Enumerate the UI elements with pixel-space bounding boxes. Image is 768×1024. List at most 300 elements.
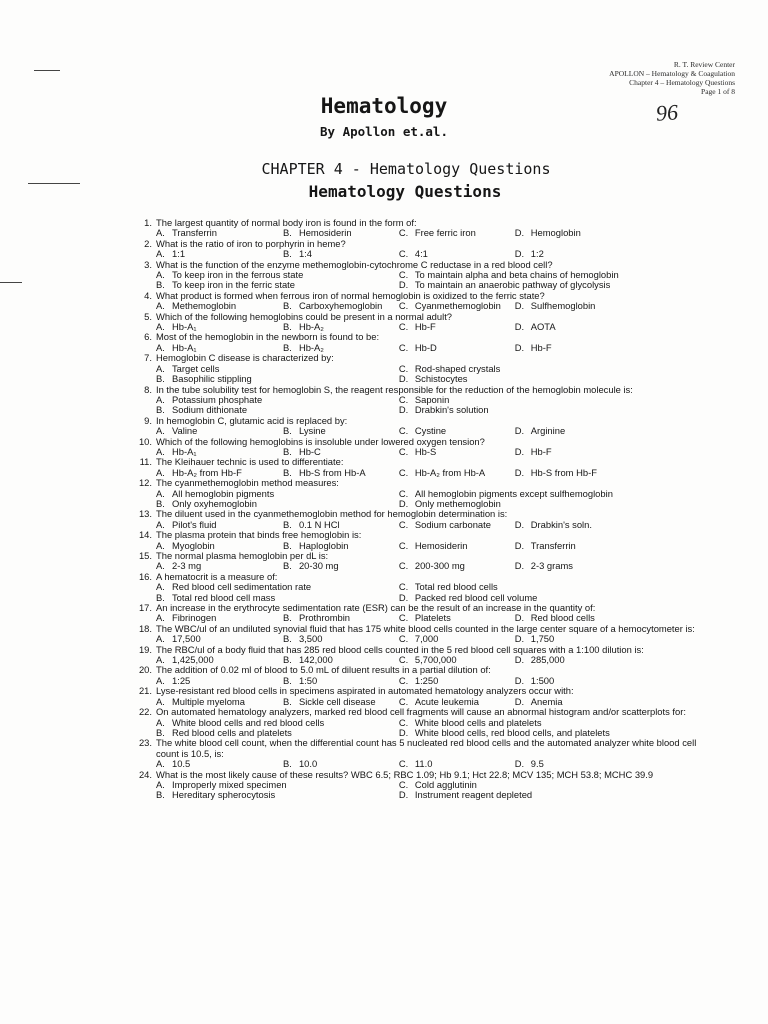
option-text: White blood cells and red blood cells <box>172 717 325 728</box>
answer-option <box>399 270 708 280</box>
option-text: Valine <box>172 426 198 437</box>
question-text: In hemoglobin C, glutamic acid is replaced by: <box>156 414 348 426</box>
option-letter: C. <box>398 759 409 770</box>
option-text: 11.0 <box>414 759 433 770</box>
option-letter: B. <box>156 592 165 603</box>
option-text: 1:2 <box>530 249 544 260</box>
question-item <box>128 437 708 458</box>
answer-options <box>128 270 708 291</box>
option-letter: A. <box>156 301 165 312</box>
answer-options <box>128 489 708 510</box>
option-letter: A. <box>156 322 165 333</box>
option-text: Hb-D <box>414 342 437 353</box>
option-text: Total red blood cell mass <box>172 592 276 603</box>
question-item <box>128 218 708 239</box>
question-stem <box>128 738 708 759</box>
option-letter: D. <box>398 727 409 738</box>
option-text: 2-3 mg <box>172 561 202 572</box>
question-item <box>128 332 708 353</box>
question-stem <box>128 478 708 488</box>
question-stem <box>128 645 708 655</box>
answer-option <box>515 541 708 551</box>
section-heading: Hematology Questions <box>308 182 502 201</box>
option-letter: A. <box>156 779 165 790</box>
document-byline: By Apollon et.al. <box>320 124 448 139</box>
question-number: 4. <box>144 289 152 301</box>
question-number: 6. <box>144 331 152 343</box>
option-text: Cold agglutinin <box>414 779 477 790</box>
answer-option <box>515 343 708 353</box>
option-letter: B. <box>156 405 165 416</box>
question-stem <box>128 218 708 228</box>
option-letter: C. <box>398 301 409 312</box>
answer-options <box>128 582 708 603</box>
option-text: Hereditary spherocytosis <box>172 790 276 801</box>
question-stem <box>128 332 708 342</box>
answer-option <box>156 395 399 405</box>
answer-option <box>399 364 708 374</box>
option-text: Arginine <box>530 426 566 437</box>
option-letter: B. <box>282 342 292 353</box>
option-text: AOTA <box>530 322 556 333</box>
answer-option <box>515 322 708 332</box>
question-number: 21. <box>138 685 152 697</box>
option-text: Sickle cell disease <box>298 696 376 707</box>
question-stem <box>128 437 708 447</box>
answer-option <box>399 780 708 790</box>
option-text: 1,425,000 <box>172 655 214 666</box>
option-letter: A. <box>156 540 165 551</box>
option-text: Hb-S from Hb-A <box>298 467 366 478</box>
option-text: Anemia <box>530 696 563 707</box>
answer-option <box>399 790 708 800</box>
question-stem <box>128 603 708 613</box>
answer-options <box>128 780 708 801</box>
option-letter: C. <box>398 446 409 457</box>
option-letter: B. <box>156 280 165 291</box>
question-number: 20. <box>138 664 152 676</box>
question-item <box>128 416 708 437</box>
question-stem <box>128 530 708 540</box>
question-stem <box>128 572 708 582</box>
option-letter: C. <box>398 634 409 645</box>
margin-mark <box>0 282 22 283</box>
option-text: Hb-F <box>530 342 552 353</box>
option-text: 7,000 <box>414 634 439 645</box>
answer-option <box>156 270 399 280</box>
option-text: White blood cells, red blood cells, and platelets <box>414 727 610 738</box>
question-item <box>128 665 708 686</box>
option-text: 17,500 <box>172 634 201 645</box>
option-letter: B. <box>156 498 165 509</box>
option-letter: A. <box>156 613 165 624</box>
option-text: Hb-A₁ <box>172 342 197 353</box>
answer-options <box>128 364 708 385</box>
option-text: Hemosiderin <box>414 540 468 551</box>
option-letter: A. <box>156 759 165 770</box>
question-text: What is the ratio of iron to porphyrin in heme? <box>156 237 346 249</box>
question-text: The plasma protein that binds free hemoglobin is: <box>156 529 362 541</box>
option-text: Hb-F <box>414 322 436 333</box>
option-letter: C. <box>398 363 409 374</box>
option-letter: A. <box>156 394 165 405</box>
option-text: 10.5 <box>172 759 191 770</box>
option-letter: C. <box>398 613 409 624</box>
option-text: All hemoglobin pigments <box>172 488 275 499</box>
option-text: White blood cells and platelets <box>414 717 542 728</box>
option-text: Lysine <box>298 426 326 437</box>
option-text: Platelets <box>414 613 451 624</box>
option-text: 1:500 <box>530 675 555 686</box>
question-item <box>128 551 708 572</box>
option-letter: A. <box>156 696 165 707</box>
option-letter: D. <box>514 634 525 645</box>
option-text: To maintain alpha and beta chains of hemoglobin <box>414 270 619 281</box>
question-number: 23. <box>138 737 152 749</box>
option-text: 20-30 mg <box>298 561 339 572</box>
question-text: On automated hematology analyzers, marked red blood cell fragments will cause an abnormal histogram and/or scatterplots for: <box>156 706 686 718</box>
question-item <box>128 478 708 509</box>
option-letter: B. <box>282 467 292 478</box>
question-stem <box>128 416 708 426</box>
option-letter: A. <box>156 655 165 666</box>
question-item <box>128 645 708 666</box>
option-text: 4:1 <box>414 249 428 260</box>
option-text: Hb-C <box>298 446 321 457</box>
option-text: Prothrombin <box>298 613 351 624</box>
question-text: Which of the following hemoglobins could be present in a normal adult? <box>156 310 453 322</box>
option-letter: C. <box>398 696 409 707</box>
option-letter: D. <box>514 301 525 312</box>
option-text: 142,000 <box>298 655 333 666</box>
question-item <box>128 239 708 260</box>
option-letter: D. <box>514 467 525 478</box>
question-text: The largest quantity of normal body iron is found in the form of: <box>156 217 417 228</box>
option-text: 10.0 <box>298 759 318 770</box>
option-letter: A. <box>156 270 165 281</box>
question-number: 11. <box>139 456 152 468</box>
answer-option <box>399 374 708 384</box>
question-item <box>128 353 708 384</box>
option-text: Cystine <box>414 426 447 437</box>
question-text: The normal plasma hemoglobin per dL is: <box>156 550 329 561</box>
option-letter: A. <box>156 519 165 530</box>
option-text: Multiple myeloma <box>172 696 245 707</box>
option-letter: D. <box>398 405 409 416</box>
answer-option <box>515 426 708 436</box>
option-letter: B. <box>282 249 292 260</box>
question-item <box>128 385 708 416</box>
question-text: What product is formed when ferrous iron of normal hemoglobin is oxidized to the ferric state? <box>156 289 545 301</box>
option-text: Hb-A₁ <box>172 446 197 457</box>
option-text: Myoglobin <box>172 540 215 551</box>
option-text: Only oxyhemoglobin <box>172 498 257 509</box>
option-text: Red blood cells <box>530 613 595 624</box>
question-number: 19. <box>138 643 152 655</box>
margin-mark <box>34 70 60 71</box>
option-letter: C. <box>398 249 409 260</box>
option-letter: D. <box>398 498 409 509</box>
header-line: APOLLON – Hematology & Coagulation <box>609 69 735 78</box>
question-stem <box>128 353 708 363</box>
question-number: 2. <box>144 237 152 249</box>
option-letter: C. <box>398 582 409 593</box>
option-letter: C. <box>398 488 409 499</box>
option-text: Transferrin <box>530 540 576 551</box>
option-letter: A. <box>156 717 165 728</box>
option-letter: A. <box>156 467 165 478</box>
option-text: Hb-A₂ <box>298 322 324 333</box>
option-text: 9.5 <box>530 759 544 770</box>
question-text: In the tube solubility test for hemoglobin S, the reagent responsible for the reduction of the hemoglobin molecule is: <box>156 383 633 395</box>
option-letter: D. <box>398 374 409 385</box>
answer-option <box>399 489 708 499</box>
option-letter: C. <box>398 228 409 239</box>
option-text: 1:250 <box>414 675 439 686</box>
question-stem <box>128 624 708 634</box>
option-text: 5,700,000 <box>414 655 457 666</box>
option-text: Potassium phosphate <box>172 394 263 405</box>
option-text: Free ferric iron <box>414 228 476 239</box>
question-text: What is the most likely cause of these results? WBC 6.5; RBC 1.09; Hb 9.1; Hct 22.8; MCV 135; MCH 53.8; MCHC 39.9 <box>156 768 654 780</box>
option-letter: B. <box>282 322 292 333</box>
answer-option <box>399 447 515 457</box>
question-number: 10. <box>138 435 152 447</box>
option-letter: D. <box>514 446 525 457</box>
answer-option <box>515 447 708 457</box>
header-line: Page 1 of 8 <box>701 87 735 96</box>
header-line: Chapter 4 – Hematology Questions <box>629 78 735 87</box>
option-letter: A. <box>156 582 165 593</box>
option-letter: D. <box>514 249 525 260</box>
question-text: The addition of 0.02 ml of blood to 5.0 mL of diluent results in a partial dilution of: <box>156 664 491 676</box>
option-text: Methemoglobin <box>172 301 237 312</box>
option-letter: A. <box>156 426 165 437</box>
answer-option <box>399 343 515 353</box>
option-letter: B. <box>282 634 292 645</box>
question-text: The RBC/ul of a body fluid that has 285 red blood cells counted in the 5 red blood cell squares with a 1:100 dilution is: <box>156 643 644 655</box>
answer-option <box>399 520 515 530</box>
option-text: Basophilic stippling <box>172 374 252 385</box>
header-line: R. T. Review Center <box>673 60 735 69</box>
option-letter: D. <box>514 675 525 686</box>
option-letter: C. <box>398 342 409 353</box>
question-stem <box>128 385 708 395</box>
option-text: All hemoglobin pigments except sulfhemoglobin <box>414 488 613 499</box>
option-letter: A. <box>156 342 165 353</box>
question-item <box>128 572 708 603</box>
question-item <box>128 457 708 478</box>
option-text: Hb-S <box>414 446 437 457</box>
answer-option <box>283 426 399 436</box>
option-letter: D. <box>398 280 409 291</box>
option-letter: B. <box>282 228 292 239</box>
answer-options <box>128 759 708 769</box>
answer-option <box>515 759 708 769</box>
answer-option <box>156 364 399 374</box>
answer-option <box>399 228 515 238</box>
question-list <box>128 218 708 801</box>
option-text: 2-3 grams <box>530 561 573 572</box>
question-text: An increase in the erythrocyte sedimentation rate (ESR) can be the result of an increase in the quantity of: <box>156 602 596 614</box>
option-letter: D. <box>514 759 525 770</box>
option-text: 1:1 <box>172 249 186 260</box>
option-text: Sodium dithionate <box>172 405 248 416</box>
answer-option <box>156 582 399 592</box>
answer-option <box>399 322 515 332</box>
option-text: 285,000 <box>530 655 565 666</box>
option-letter: D. <box>514 426 525 437</box>
option-letter: C. <box>398 394 409 405</box>
option-letter: A. <box>156 488 165 499</box>
question-text: The WBC/ul of an undiluted synovial fluid that has 175 white blood cells counted in the large center square of a hemocytometer is: <box>156 622 695 634</box>
option-text: Improperly mixed specimen <box>172 779 287 790</box>
option-letter: B. <box>156 727 165 738</box>
answer-option <box>156 426 283 436</box>
chapter-heading: CHAPTER 4 - Hematology Questions <box>261 160 551 178</box>
option-letter: C. <box>398 655 409 666</box>
question-item <box>128 312 708 333</box>
question-text: The diluent used in the cyanmethemoglobin method for hemoglobin determination is: <box>156 508 508 520</box>
question-text: Hemoglobin C disease is characterized by: <box>156 352 334 364</box>
answer-option <box>515 301 708 311</box>
question-item <box>128 509 708 530</box>
question-number: 1. <box>144 217 152 228</box>
question-text: Which of the following hemoglobins is insoluble under lowered oxygen tension? <box>156 435 485 447</box>
question-stem <box>128 551 708 561</box>
answer-option <box>399 541 515 551</box>
option-letter: B. <box>282 446 292 457</box>
answer-option <box>399 718 708 728</box>
question-number: 7. <box>144 352 152 364</box>
question-number: 14. <box>138 529 152 541</box>
option-text: Hb-A₂ from Hb-A <box>414 467 486 478</box>
question-stem <box>128 457 708 467</box>
option-text: Target cells <box>172 363 220 374</box>
question-item <box>128 770 708 801</box>
option-letter: B. <box>282 301 292 312</box>
option-letter: A. <box>156 363 165 374</box>
option-letter: A. <box>156 228 165 239</box>
option-letter: D. <box>514 228 525 239</box>
answer-option <box>399 395 708 405</box>
answer-options <box>128 718 708 739</box>
option-letter: A. <box>156 634 165 645</box>
option-text: Hb-A₂ from Hb-F <box>172 467 242 478</box>
question-stem <box>128 665 708 675</box>
option-text: 3,500 <box>298 634 323 645</box>
option-letter: D. <box>514 342 525 353</box>
option-text: Drabkin's solution <box>414 405 489 416</box>
answer-option <box>156 374 399 384</box>
option-text: To keep iron in the ferrous state <box>172 270 304 281</box>
option-letter: D. <box>514 613 525 624</box>
option-letter: C. <box>398 426 409 437</box>
answer-option <box>156 759 283 769</box>
option-text: 1:4 <box>298 249 312 260</box>
option-text: Total red blood cells <box>414 582 498 593</box>
question-stem <box>128 686 708 696</box>
option-text: Transferrin <box>172 228 217 239</box>
answer-option <box>283 759 399 769</box>
answer-options <box>128 395 708 416</box>
question-number: 17. <box>138 602 152 614</box>
option-letter: C. <box>398 467 409 478</box>
question-number: 24. <box>138 768 152 780</box>
answer-option <box>515 520 708 530</box>
option-letter: B. <box>156 374 165 385</box>
question-number: 15. <box>138 550 152 561</box>
option-text: Sodium carbonate <box>414 519 491 530</box>
option-text: Acute leukemia <box>414 696 479 707</box>
question-item <box>128 603 708 624</box>
option-text: To maintain an anaerobic pathway of glycolysis <box>414 280 611 291</box>
question-text: The cyanmethemoglobin method measures: <box>156 477 339 489</box>
option-text: Hb-A₂ <box>298 342 324 353</box>
option-letter: C. <box>398 717 409 728</box>
question-text: A hematocrit is a measure of: <box>156 570 278 582</box>
option-letter: C. <box>398 270 409 281</box>
option-text: Saponin <box>414 394 450 405</box>
option-letter: D. <box>514 696 525 707</box>
answer-option <box>156 718 399 728</box>
option-letter: C. <box>398 675 409 686</box>
option-letter: A. <box>156 249 165 260</box>
answer-option <box>515 228 708 238</box>
option-text: Instrument reagent depleted <box>414 790 533 801</box>
question-stem <box>128 291 708 301</box>
option-letter: D. <box>514 655 525 666</box>
answer-option <box>156 790 399 800</box>
option-text: Only methemoglobin <box>414 498 501 509</box>
answer-option <box>283 561 399 571</box>
option-letter: B. <box>282 613 292 624</box>
answer-option <box>515 468 708 478</box>
question-number: 8. <box>144 383 152 395</box>
question-item <box>128 291 708 312</box>
option-text: 200-300 mg <box>414 561 465 572</box>
option-text: Carboxyhemoglobin <box>298 301 383 312</box>
answer-option <box>399 561 515 571</box>
question-text: The Kleihauer technic is used to differentiate: <box>156 456 344 468</box>
option-letter: C. <box>398 540 409 551</box>
answer-option <box>399 426 515 436</box>
question-text: Lyse-resistant red blood cells in specimens aspirated in automated hematology analyzers occur with: <box>156 685 574 697</box>
option-text: 1,750 <box>530 634 555 645</box>
question-item <box>128 707 708 738</box>
option-letter: B. <box>282 519 292 530</box>
question-stem <box>128 509 708 519</box>
answer-option <box>399 405 708 415</box>
option-text: 0.1 N HCl <box>298 519 340 530</box>
answer-option <box>515 561 708 571</box>
question-item <box>128 530 708 551</box>
option-text: Cyanmethemoglobin <box>414 301 501 312</box>
option-letter: D. <box>514 561 525 572</box>
question-item <box>128 260 708 291</box>
option-text: 1:25 <box>172 675 191 686</box>
option-text: Packed red blood cell volume <box>414 592 538 603</box>
option-text: Hb-F <box>530 446 552 457</box>
question-text: Most of the hemoglobin in the newborn is found to be: <box>156 331 380 343</box>
option-text: Hb-A₁ <box>172 322 197 333</box>
option-letter: A. <box>156 675 165 686</box>
question-number: 16. <box>138 570 152 582</box>
option-letter: D. <box>514 322 525 333</box>
question-item <box>128 624 708 645</box>
option-text: Rod-shaped crystals <box>414 363 501 374</box>
option-letter: B. <box>156 790 165 801</box>
